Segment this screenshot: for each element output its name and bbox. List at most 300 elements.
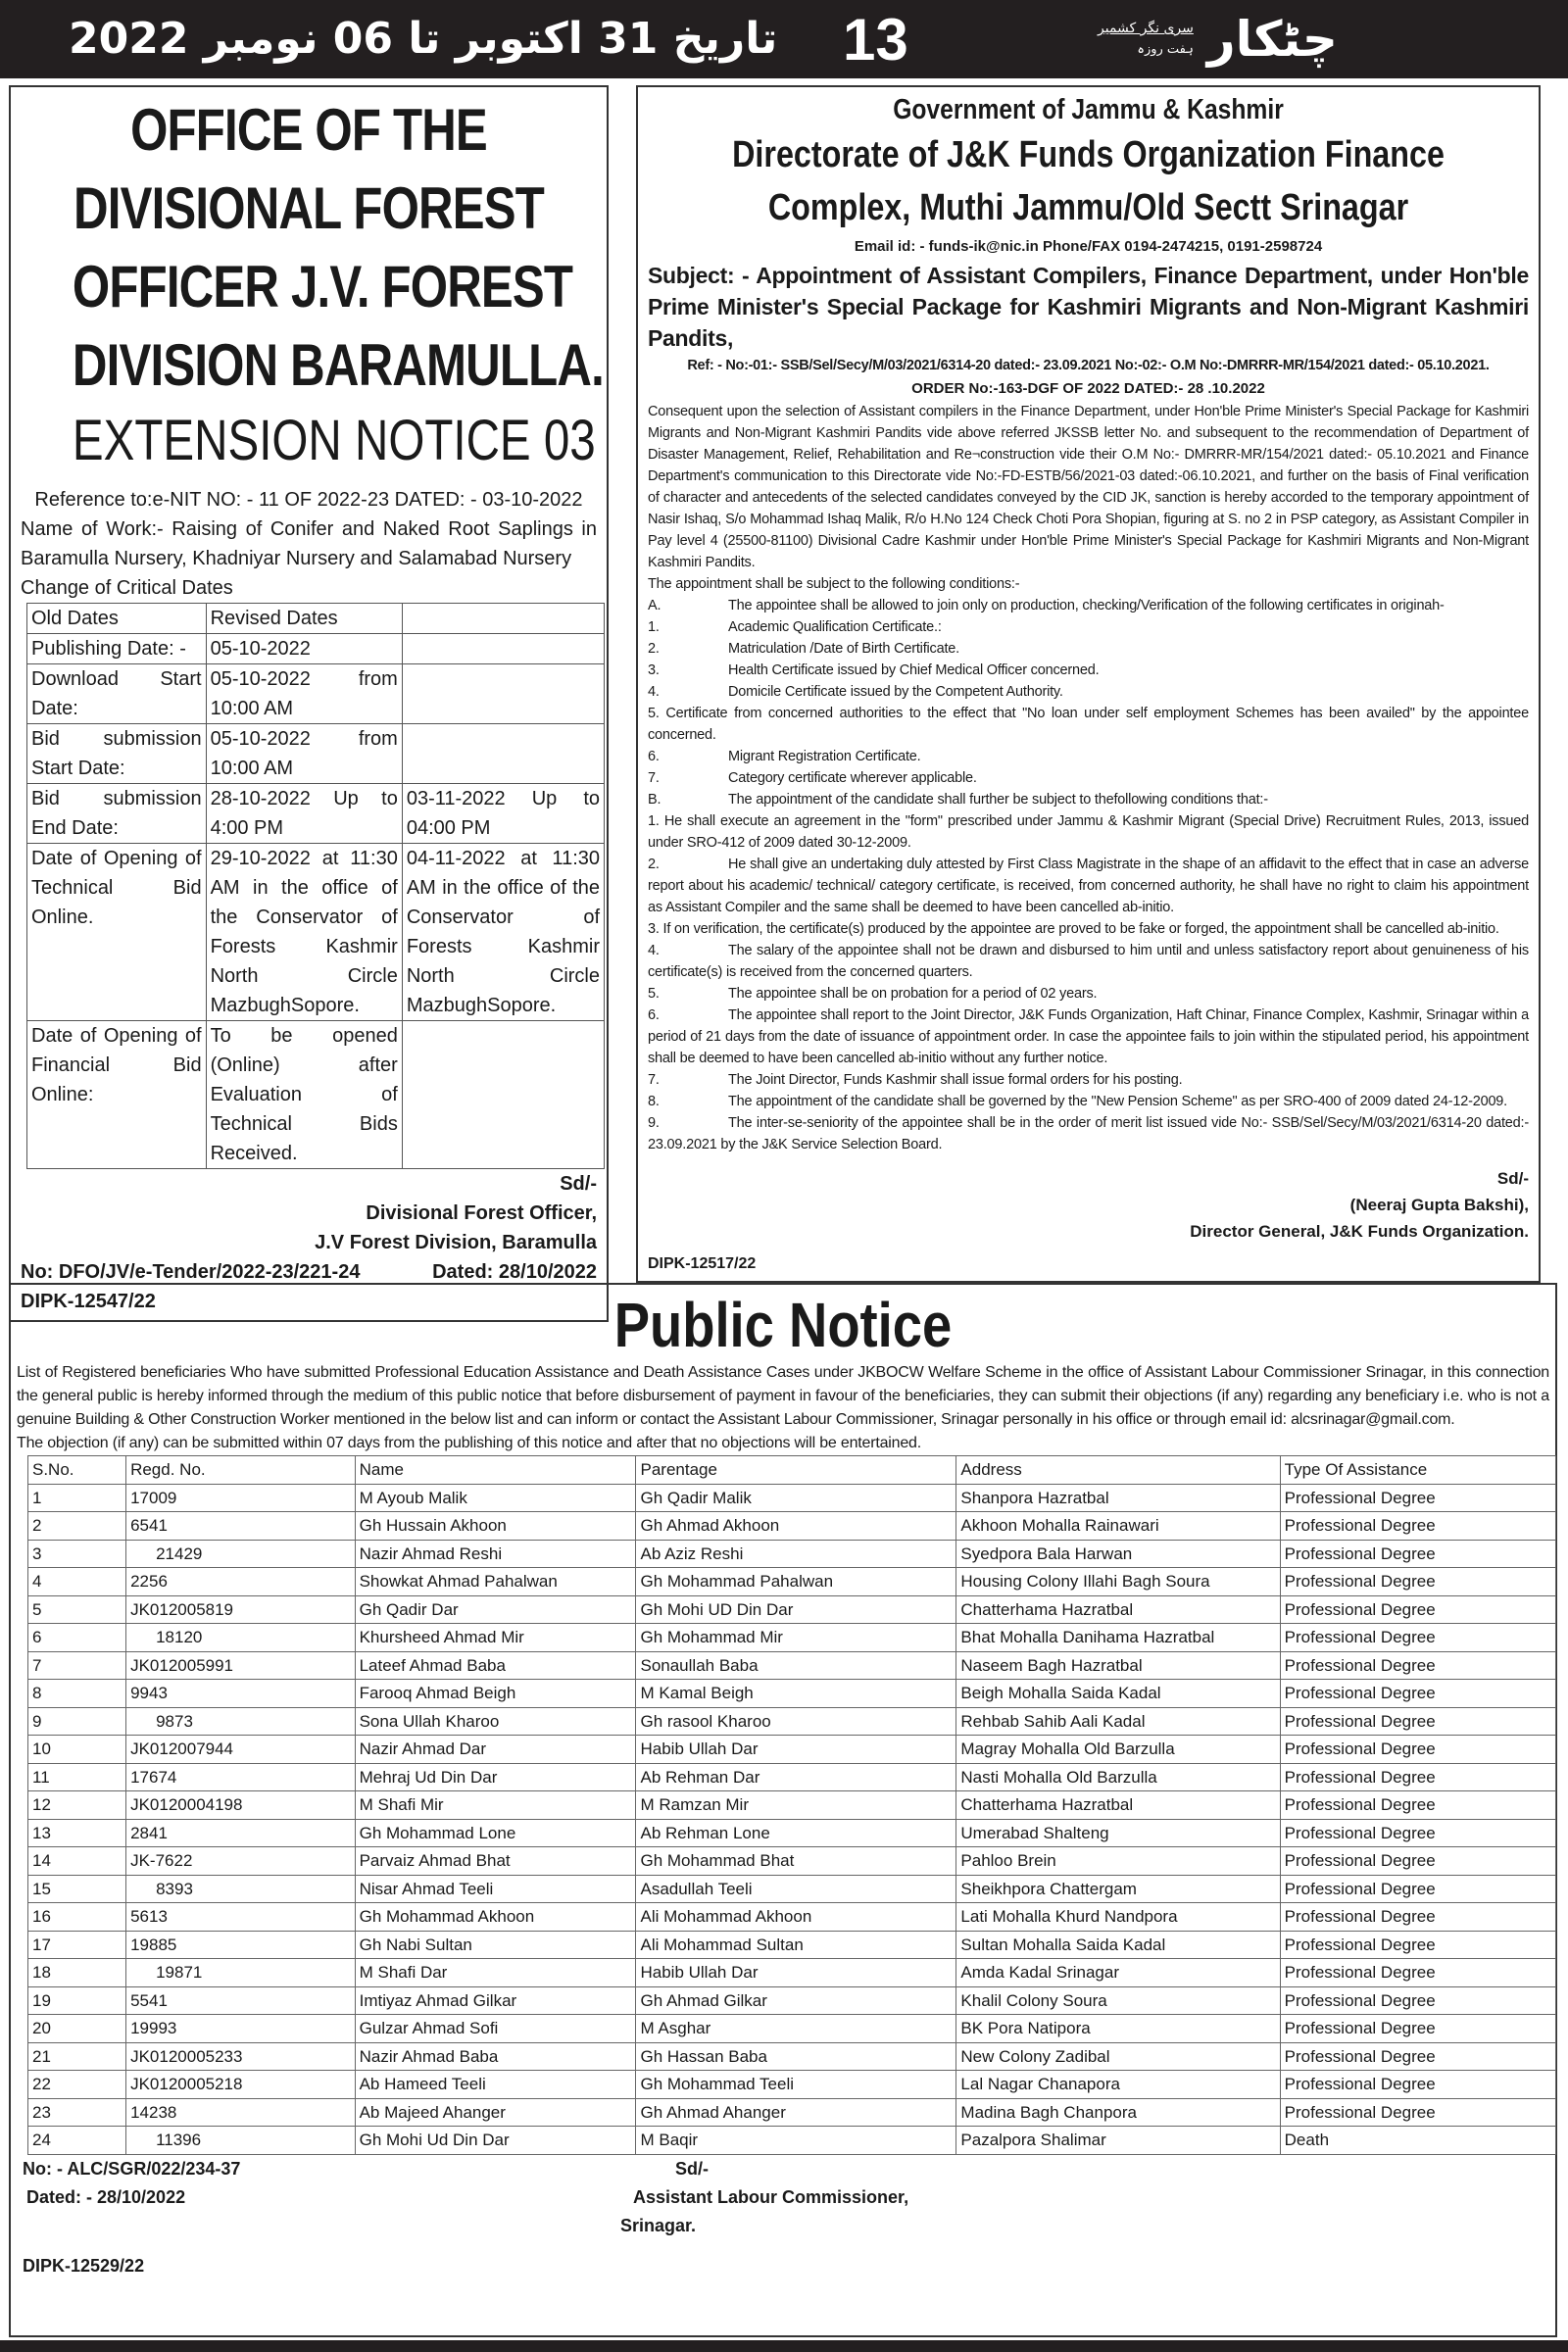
subject: Subject: - Appointment of Assistant Compilers, Finance Department, under Hon'ble Prime Minister's Special Package for Kashmiri Migrants and Non-Migrant Kashmiri Pandits, <box>648 263 1529 351</box>
table-cell: 8 <box>28 1680 126 1708</box>
table-cell: Gh Nabi Sultan <box>355 1931 636 1959</box>
condition-item <box>648 660 1529 681</box>
table-cell: Asadullah Teeli <box>636 1875 956 1903</box>
condition-item <box>648 810 1529 854</box>
table-cell: Nazir Ahmad Reshi <box>355 1540 636 1568</box>
table-row <box>28 1903 1556 1932</box>
table-cell: 21429 <box>126 1540 356 1568</box>
table-cell: 21 <box>28 2042 126 2071</box>
critical-dates-table <box>26 603 605 1169</box>
title-line: DIVISIONAL FOREST <box>74 175 544 241</box>
condition-item <box>648 918 1529 940</box>
column-header: Name <box>355 1456 636 1485</box>
dipk-number: DIPK-12529/22 <box>23 2255 145 2276</box>
sd: Sd/- <box>560 1173 597 1195</box>
table-cell: Amda Kadal Srinagar <box>956 1959 1280 1987</box>
condition-text: The inter-se-seniority of the appointee shall be in the order of merit list issued vide No:- SSB/Sel/Secy/M/03/2021/6314-20 dated:- 23.09.2021 by the J&K Service Selection Board. <box>648 1115 1529 1152</box>
table-cell: Professional Degree <box>1280 1707 1555 1736</box>
condition-number: 7. <box>648 770 660 786</box>
condition-text: The appointment of the candidate shall further be subject to thefollowing conditions that:- <box>728 792 1268 808</box>
table-cell: 6541 <box>126 1512 356 1541</box>
condition-item <box>648 940 1529 983</box>
directorate-line: Directorate of J&K Funds Organization Finance <box>732 134 1445 175</box>
table-cell: Ali Mohammad Sultan <box>636 1931 956 1959</box>
table-cell: M Baqir <box>636 2127 956 2155</box>
condition-item <box>648 1069 1529 1091</box>
column-header: Address <box>956 1456 1280 1485</box>
condition-text: Domicile Certificate issued by the Competent Authority. <box>728 684 1063 700</box>
table-row <box>28 1680 1556 1708</box>
table-cell: Professional Degree <box>1280 1847 1555 1876</box>
public-notice <box>9 1283 1557 2337</box>
table-cell: Date of Opening of Financial Bid Online: <box>27 1021 207 1169</box>
table-cell: 2841 <box>126 1819 356 1847</box>
condition-item <box>648 681 1529 703</box>
condition-text: Health Certificate issued by Chief Medical Officer concerned. <box>728 662 1100 678</box>
title-line: OFFICER J.V. FOREST <box>72 254 573 319</box>
table-cell: Madina Bagh Chanpora <box>956 2098 1280 2127</box>
condition-number: 6. <box>648 1007 660 1023</box>
table-row <box>28 1707 1556 1736</box>
table-cell: JK0120005233 <box>126 2042 356 2071</box>
table-cell: To be opened (Online) after Evaluation of Technical Bids Received. <box>206 1021 402 1169</box>
table-cell: 18120 <box>126 1624 356 1652</box>
table-cell: Old Dates <box>27 604 207 634</box>
table-cell: Akhoon Mohalla Rainawari <box>956 1512 1280 1541</box>
table-cell: 17674 <box>126 1763 356 1791</box>
table-row <box>28 2127 1556 2155</box>
table-cell: 19871 <box>126 1959 356 1987</box>
table-cell: Gh Hassan Baba <box>636 2042 956 2071</box>
condition-text: 3. If on verification, the certificate(s) produced by the appointee are proved to be fake or forged, the appointment shall be cancelled ab-initio. <box>648 921 1499 937</box>
table-cell: M Shafi Mir <box>355 1791 636 1820</box>
table-cell: Professional Degree <box>1280 1595 1555 1624</box>
table-cell: Sultan Mohalla Saida Kadal <box>956 1931 1280 1959</box>
table-cell: 13 <box>28 1819 126 1847</box>
condition-item <box>648 1004 1529 1069</box>
funds-organization-order <box>636 85 1541 1283</box>
condition-item <box>648 767 1529 789</box>
masthead <box>0 0 1568 78</box>
table-cell: Ab Rehman Dar <box>636 1763 956 1791</box>
condition-number: 1. <box>648 619 660 635</box>
table-row <box>28 1875 1556 1903</box>
table-cell: 5613 <box>126 1903 356 1932</box>
table-cell: 16 <box>28 1903 126 1932</box>
table-cell: Death <box>1280 2127 1555 2155</box>
table-cell: Ab Aziz Reshi <box>636 1540 956 1568</box>
table-row <box>27 664 605 724</box>
table-cell: New Colony Zadibal <box>956 2042 1280 2071</box>
table-row <box>27 724 605 784</box>
condition-item <box>648 1112 1529 1155</box>
table-cell: 19 <box>28 1986 126 2015</box>
condition-text: The salary of the appointee shall not be drawn and disbursed to him until and unless satisfactory report about genuineness of his certificate(s) is received from the concerned quarters. <box>648 943 1529 980</box>
table-row <box>27 604 605 634</box>
table-cell: Professional Degree <box>1280 1540 1555 1568</box>
table-cell: 05-10-2022 from 10:00 AM <box>206 664 402 724</box>
table-cell: 9943 <box>126 1680 356 1708</box>
table-cell: 20 <box>28 2015 126 2043</box>
table-cell: 10 <box>28 1736 126 1764</box>
table-cell: Ab Rehman Lone <box>636 1819 956 1847</box>
table-cell: Syedpora Bala Harwan <box>956 1540 1280 1568</box>
forest-extension-notice <box>9 85 609 1322</box>
condition-number: 6. <box>648 749 660 764</box>
order-number: ORDER No:-163-DGF OF 2022 DATED:- 28 .10.2022 <box>911 380 1265 397</box>
condition-item <box>648 1091 1529 1112</box>
table-cell: JK012005991 <box>126 1651 356 1680</box>
table-cell: 3 <box>28 1540 126 1568</box>
table-cell: Nazir Ahmad Dar <box>355 1736 636 1764</box>
table-cell: 19993 <box>126 2015 356 2043</box>
table-cell: Gh Ahmad Ahanger <box>636 2098 956 2127</box>
table-cell: Professional Degree <box>1280 1568 1555 1596</box>
signatory-designation: Director General, J&K Funds Organization. <box>1190 1222 1529 1241</box>
table-cell: Gh Qadir Dar <box>355 1595 636 1624</box>
condition-item <box>648 746 1529 767</box>
dipk-number: DIPK-12547/22 <box>21 1291 156 1312</box>
condition-text: The appointee shall report to the Joint Director, J&K Funds Organization, Haft Chinar, Finance Complex, Kashmir, Srinagar within a period of 21 days from the date of issuance of appointment order. In case the appointee fails to join within the stipulated period, his appointment shall be deemed to have been cancelled ab-initio without any further notice. <box>648 1007 1529 1066</box>
table-cell: Professional Degree <box>1280 1651 1555 1680</box>
condition-item <box>648 616 1529 638</box>
table-cell: Umerabad Shalteng <box>956 1819 1280 1847</box>
condition-number: A. <box>648 598 662 613</box>
table-cell: Professional Degree <box>1280 2015 1555 2043</box>
table-cell: Professional Degree <box>1280 1736 1555 1764</box>
table-cell: 5 <box>28 1595 126 1624</box>
table-cell: Gh Mohammad Teeli <box>636 2071 956 2099</box>
division: J.V Forest Division, Baramulla <box>315 1232 597 1253</box>
table-cell: 7 <box>28 1651 126 1680</box>
table-row <box>28 1484 1556 1512</box>
table-row <box>28 1763 1556 1791</box>
table-cell: 9 <box>28 1707 126 1736</box>
table-cell: 19885 <box>126 1931 356 1959</box>
condition-text: The appointment of the candidate shall be governed by the "New Pension Scheme" as per SRO-400 of 2009 dated 24-12-2009. <box>728 1094 1507 1109</box>
condition-item <box>648 703 1529 746</box>
table-cell: Gulzar Ahmad Sofi <box>355 2015 636 2043</box>
signatory: Divisional Forest Officer, <box>366 1202 597 1224</box>
table-cell: 11 <box>28 1763 126 1791</box>
column-header: Regd. No. <box>126 1456 356 1485</box>
column-header: Type Of Assistance <box>1280 1456 1555 1485</box>
table-cell: Khursheed Ahmad Mir <box>355 1624 636 1652</box>
sd: Sd/- <box>1496 1169 1529 1188</box>
table-cell: 03-11-2022 Up to 04:00 PM <box>402 784 604 844</box>
reference: Ref: - No:-01:- SSB/Sel/Secy/M/03/2021/6314-20 dated:- 23.09.2021 No:-02:- O.M No:-DMRRR-MR/154/2021 dated:- 05.10.2021. <box>687 358 1490 373</box>
condition-text: He shall give an undertaking duly attested by First Class Magistrate in the shape of an affidavit to the effect that in case an adverse report about his academic/ technical/ category certificate, is received, from concerned authority, he shall have no right to claim his appointment as Assistant Compiler and the same shall be deemed to have been cancelled ab-initio. <box>648 857 1529 915</box>
table-cell: JK012005819 <box>126 1595 356 1624</box>
table-cell: JK-7622 <box>126 1847 356 1876</box>
table-cell: 12 <box>28 1791 126 1820</box>
table-row <box>28 1651 1556 1680</box>
table-cell: 18 <box>28 1959 126 1987</box>
table-cell: Bid submission End Date: <box>27 784 207 844</box>
table-cell: 22 <box>28 2071 126 2099</box>
table-cell: Pahloo Brein <box>956 1847 1280 1876</box>
table-cell: 15 <box>28 1875 126 1903</box>
table-cell: 05-10-2022 <box>206 634 402 664</box>
table-row <box>28 1512 1556 1541</box>
logo-weekly: ہفت روزہ <box>1137 42 1194 57</box>
table-row <box>28 2071 1556 2099</box>
table-cell: 1 <box>28 1484 126 1512</box>
condition-number: 7. <box>648 1072 660 1088</box>
notice-title <box>21 91 604 405</box>
condition-number: 9. <box>648 1115 660 1131</box>
table-row <box>28 1847 1556 1876</box>
condition-number: 5. <box>648 986 660 1002</box>
table-cell: JK012007944 <box>126 1736 356 1764</box>
table-cell: Gh Mohammad Lone <box>355 1819 636 1847</box>
notice-number: No: DFO/JV/e-Tender/2022-23/221-24 <box>21 1261 361 1283</box>
condition-number: 4. <box>648 684 660 700</box>
table-cell: Lal Nagar Chanapora <box>956 2071 1280 2099</box>
table-row <box>28 2042 1556 2071</box>
extension-notice-heading: EXTENSION NOTICE 03 <box>72 409 596 472</box>
table-cell: 24 <box>28 2127 126 2155</box>
table-cell: 28-10-2022 Up to 4:00 PM <box>206 784 402 844</box>
table-cell: BK Pora Natipora <box>956 2015 1280 2043</box>
table-cell: Gh Mohi Ud Din Dar <box>355 2127 636 2155</box>
condition-item <box>648 595 1529 616</box>
table-cell: Gh rasool Kharoo <box>636 1707 956 1736</box>
notice-intro: List of Registered beneficiaries Who have submitted Professional Education Assistance and Death Assistance Cases under JKBOCW Welfare Scheme in the office of Assistant Labour Commissioner Srinagar, in this connection the general public is hereby informed through the medium of this public notice that before disbursement of payment in favour of the beneficiaries, they can submit their objections (if any) regarding any beneficiary i.e. who is not a genuine Building & Other Construction Worker mentioned in the below list and can inform or contact the Assistant Labour Commissioner, Srinagar personally in his office or through email id: alcsrinagar@gmail.com. <box>17 1364 1549 1428</box>
table-cell: Mehraj Ud Din Dar <box>355 1763 636 1791</box>
table-cell <box>402 634 604 664</box>
table-cell: Bhat Mohalla Danihama Hazratbal <box>956 1624 1280 1652</box>
table-cell: 04-11-2022 at 11:30 AM in the office of the Conservator of Forests Kashmir North Circle MazbughSopore. <box>402 844 604 1021</box>
title-line: DIVISION BARAMULLA. <box>72 332 604 398</box>
table-row <box>28 2015 1556 2043</box>
table-cell: Lateef Ahmad Baba <box>355 1651 636 1680</box>
table-cell: Professional Degree <box>1280 2042 1555 2071</box>
signatory: Assistant Labour Commissioner, <box>633 2186 909 2207</box>
table-cell: Gh Mohammad Bhat <box>636 1847 956 1876</box>
table-cell: Revised Dates <box>206 604 402 634</box>
table-cell: Magray Mohalla Old Barzulla <box>956 1736 1280 1764</box>
condition-number: B. <box>648 792 662 808</box>
public-notice-title: Public Notice <box>613 1290 953 1360</box>
table-cell: Housing Colony Illahi Bagh Soura <box>956 1568 1280 1596</box>
condition-text: The appointee shall be allowed to join only on production, checking/Verification of the following certificates in originah- <box>728 598 1445 613</box>
condition-item <box>648 983 1529 1004</box>
place: Srinagar. <box>620 2215 697 2235</box>
table-cell: M Asghar <box>636 2015 956 2043</box>
table-cell: 29-10-2022 at 11:30 AM in the office of the Conservator of Forests Kashmir North Circle MazbughSopore. <box>206 844 402 1021</box>
table-cell: Professional Degree <box>1280 1959 1555 1987</box>
table-cell: Nasti Mohalla Old Barzulla <box>956 1763 1280 1791</box>
table-cell: 2256 <box>126 1568 356 1596</box>
table-cell: 11396 <box>126 2127 356 2155</box>
table-cell: Habib Ullah Dar <box>636 1959 956 1987</box>
table-cell: Download Start Date: <box>27 664 207 724</box>
notice-number: No: - ALC/SGR/022/234-37 <box>23 2158 241 2179</box>
table-cell: Professional Degree <box>1280 1484 1555 1512</box>
table-cell: Showkat Ahmad Pahalwan <box>355 1568 636 1596</box>
work-name: Name of Work:- Raising of Conifer and Naked Root Saplings in Baramulla Nursery, Khadniyar Nursery and Salamabad Nursery <box>21 518 597 569</box>
column-header: S.No. <box>28 1456 126 1485</box>
table-cell: Khalil Colony Soura <box>956 1986 1280 2015</box>
contact-info: Email id: - funds-ik@nic.in Phone/FAX 0194-2474215, 0191-2598724 <box>854 238 1323 255</box>
condition-text: 5. Certificate from concerned authorities to the effect that "No loan under self employment Schemes has been availed" by the appointee concerned. <box>648 706 1529 743</box>
table-cell: Naseem Bagh Hazratbal <box>956 1651 1280 1680</box>
table-cell: Professional Degree <box>1280 1680 1555 1708</box>
table-cell: Professional Degree <box>1280 1875 1555 1903</box>
table-cell <box>402 724 604 784</box>
title-line: OFFICE OF THE <box>130 97 487 163</box>
footer-bar <box>0 2340 1568 2352</box>
change-label: Change of Critical Dates <box>21 577 233 599</box>
table-cell: Professional Degree <box>1280 1763 1555 1791</box>
table-row <box>28 1819 1556 1847</box>
table-cell: Bid submission Start Date: <box>27 724 207 784</box>
table-cell: Ab Hameed Teeli <box>355 2071 636 2099</box>
condition-text: Migrant Registration Certificate. <box>728 749 921 764</box>
table-cell: Gh Mohammad Mir <box>636 1624 956 1652</box>
table-cell: Publishing Date: - <box>27 634 207 664</box>
directorate-line: Complex, Muthi Jammu/Old Sectt Srinagar <box>767 187 1409 228</box>
table-cell: 05-10-2022 from 10:00 AM <box>206 724 402 784</box>
table-cell: Sheikhpora Chattergam <box>956 1875 1280 1903</box>
table-row <box>27 784 605 844</box>
table-cell: Date of Opening of Technical Bid Online. <box>27 844 207 1021</box>
table-row <box>27 634 605 664</box>
table-row <box>28 1568 1556 1596</box>
notice-date: Dated: 28/10/2022 <box>432 1261 597 1283</box>
table-cell: Beigh Mohalla Saida Kadal <box>956 1680 1280 1708</box>
column-header: Parentage <box>636 1456 956 1485</box>
table-cell: M Ayoub Malik <box>355 1484 636 1512</box>
conditions-intro: The appointment shall be subject to the following conditions:- <box>648 576 1020 592</box>
table-cell: Gh Mohi UD Din Dar <box>636 1595 956 1624</box>
table-cell: Nisar Ahmad Teeli <box>355 1875 636 1903</box>
table-cell: Parvaiz Ahmad Bhat <box>355 1847 636 1876</box>
table-cell <box>402 664 604 724</box>
newspaper-logo <box>1098 4 1338 74</box>
government-heading: Government of Jammu & Kashmir <box>893 94 1284 125</box>
condition-number: 2. <box>648 641 660 657</box>
table-row <box>28 1595 1556 1624</box>
table-cell: Professional Degree <box>1280 1986 1555 2015</box>
table-cell: Chatterhama Hazratbal <box>956 1595 1280 1624</box>
table-cell: Gh Qadir Malik <box>636 1484 956 1512</box>
table-cell: Chatterhama Hazratbal <box>956 1791 1280 1820</box>
table-cell: JK0120004198 <box>126 1791 356 1820</box>
table-cell: M Ramzan Mir <box>636 1791 956 1820</box>
logo-city: سری نگر کشمیر <box>1098 21 1194 36</box>
notice-date: Dated: - 28/10/2022 <box>26 2186 186 2207</box>
table-cell: Professional Degree <box>1280 1512 1555 1541</box>
table-row <box>28 2098 1556 2127</box>
table-cell: 8393 <box>126 1875 356 1903</box>
table-cell: 14 <box>28 1847 126 1876</box>
table-cell: Gh Ahmad Akhoon <box>636 1512 956 1541</box>
table-row <box>28 1959 1556 1987</box>
condition-item <box>648 854 1529 918</box>
condition-text: Category certificate wherever applicable. <box>728 770 977 786</box>
order-body: Consequent upon the selection of Assistant compilers in the Finance Department, under Hon'ble Prime Minister's Special Package for Kashmiri Migrants and Non-Migrant Kashmiri Pandits vide above referred JKSSB letter No. and subsequent to the recommendation of Department of Disaster Management, Relief, Rehabilitation and Re¬construction vide their O.M No:- DMRRR-MR/154/2021 dated:- 05.10.2021 and Finance Department's communication to this Directorate vide No:-FD-ESTB/56/2021-03 dated:-06.10.2021, and further on the basis of Final verification of character and antecedents of the selected candidates conveyed by the CID JK, sanction is hereby accorded to the temporary appointment of Nasir Ishaq, S/o Mohammad Ishaq Malik, R/o H.No 124 Check Choti Pora Shopian, figuring at S. no 2 in PSP category, as Assistant Compiler in Pay level 4 (25500-81100) Divisional Cadre Kashmir under Hon'ble Prime Minister's Special Package for Kashmiri Migrants and Non-Migrant Kashmiri Pandits. <box>648 404 1529 570</box>
condition-item <box>648 638 1529 660</box>
condition-number: 2. <box>648 857 660 872</box>
condition-number: 4. <box>648 943 660 958</box>
condition-text: The Joint Director, Funds Kashmir shall issue formal orders for his posting. <box>728 1072 1183 1088</box>
condition-item <box>648 789 1529 810</box>
conditions-list <box>648 595 1529 1155</box>
table-cell: M Shafi Dar <box>355 1959 636 1987</box>
table-cell: Professional Degree <box>1280 2071 1555 2099</box>
table-row <box>28 1736 1556 1764</box>
table-cell: 23 <box>28 2098 126 2127</box>
table-cell: 17009 <box>126 1484 356 1512</box>
table-cell <box>402 604 604 634</box>
table-cell: 2 <box>28 1512 126 1541</box>
table-cell: Gh Hussain Akhoon <box>355 1512 636 1541</box>
table-cell: Professional Degree <box>1280 2098 1555 2127</box>
page-number: 13 <box>843 7 908 73</box>
condition-number: 3. <box>648 662 660 678</box>
table-cell: Ali Mohammad Akhoon <box>636 1903 956 1932</box>
table-cell: Sonaullah Baba <box>636 1651 956 1680</box>
table-row <box>28 1624 1556 1652</box>
table-cell: 4 <box>28 1568 126 1596</box>
reference: Reference to:e-NIT NO: - 11 OF 2022-23 DATED: - 03-10-2022 <box>34 489 583 511</box>
table-cell: Shanpora Hazratbal <box>956 1484 1280 1512</box>
table-cell: Rehbab Sahib Aali Kadal <box>956 1707 1280 1736</box>
signatory-name: (Neeraj Gupta Bakshi), <box>1349 1196 1529 1214</box>
condition-text: 1. He shall execute an agreement in the "form" prescribed under Jammu & Kashmir Migrant (Special Drive) Recruitment Rules, 2013, issued under SRO-412 of 2009 dated 30-12-2009. <box>648 813 1529 851</box>
table-cell: Habib Ullah Dar <box>636 1736 956 1764</box>
logo-text: چٹکار <box>1206 11 1338 68</box>
table-row <box>28 1931 1556 1959</box>
condition-text: Matriculation /Date of Birth Certificate. <box>728 641 959 657</box>
table-cell: 5541 <box>126 1986 356 2015</box>
table-row <box>28 1791 1556 1820</box>
table-cell: Sona Ullah Kharoo <box>355 1707 636 1736</box>
table-cell <box>402 1021 604 1169</box>
table-row <box>27 1021 605 1169</box>
table-cell: Gh Mohammad Pahalwan <box>636 1568 956 1596</box>
table-cell: 14238 <box>126 2098 356 2127</box>
dipk-number: DIPK-12517/22 <box>648 1255 757 1272</box>
table-row <box>28 1540 1556 1568</box>
objection-note: The objection (if any) can be submitted within 07 days from the publishing of this notice and after that no objections will be entertained. <box>17 1435 921 1451</box>
table-cell: Imtiyaz Ahmad Gilkar <box>355 1986 636 2015</box>
table-cell: M Kamal Beigh <box>636 1680 956 1708</box>
table-row <box>28 1986 1556 2015</box>
table-cell: Pazalpora Shalimar <box>956 2127 1280 2155</box>
table-cell: JK0120005218 <box>126 2071 356 2099</box>
table-cell: Lati Mohalla Khurd Nandpora <box>956 1903 1280 1932</box>
table-cell: 17 <box>28 1931 126 1959</box>
table-cell: Ab Majeed Ahanger <box>355 2098 636 2127</box>
condition-text: The appointee shall be on probation for a period of 02 years. <box>728 986 1098 1002</box>
table-cell: Professional Degree <box>1280 1903 1555 1932</box>
table-cell: Professional Degree <box>1280 1624 1555 1652</box>
table-cell: Gh Ahmad Gilkar <box>636 1986 956 2015</box>
table-cell: 9873 <box>126 1707 356 1736</box>
table-cell: 6 <box>28 1624 126 1652</box>
condition-text: Academic Qualification Certificate.: <box>728 619 942 635</box>
table-cell: Farooq Ahmad Beigh <box>355 1680 636 1708</box>
table-header-row <box>28 1456 1556 1485</box>
table-cell: Professional Degree <box>1280 1791 1555 1820</box>
table-row <box>27 844 605 1021</box>
table-cell: Professional Degree <box>1280 1819 1555 1847</box>
issue-date: تاریخ 31 اکتوبر تا 06 نومبر 2022 <box>69 14 778 64</box>
sd: Sd/- <box>675 2158 709 2179</box>
